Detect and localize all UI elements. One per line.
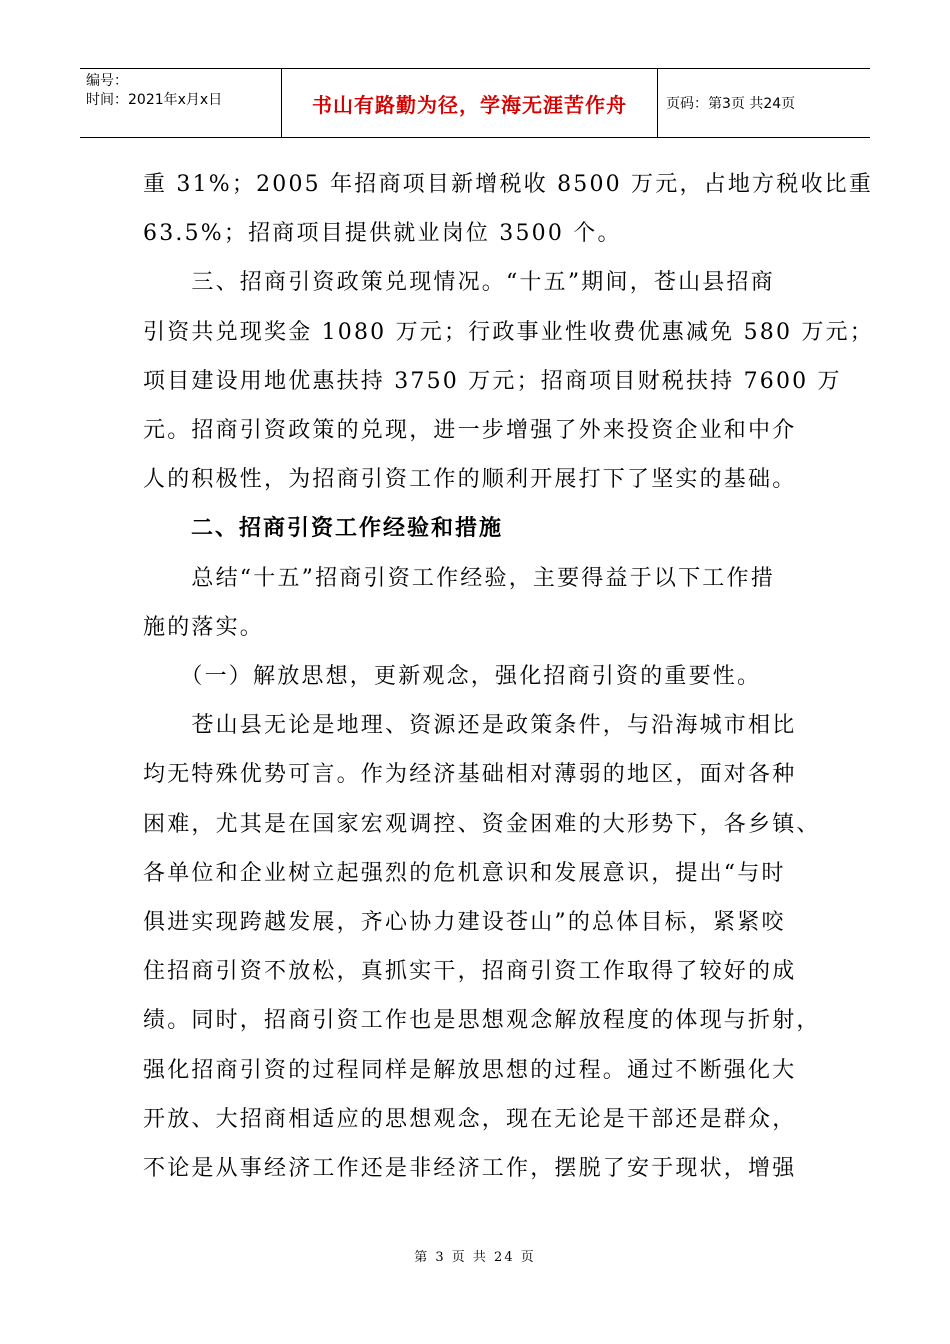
text-line: 不论是从事经济工作还是非经济工作，摆脱了安于现状，增强 — [143, 1156, 797, 1182]
page-footer: 第 3 页 共 24 页 — [414, 1250, 536, 1265]
text-line: 各单位和企业树立起强烈的危机意识和发展意识，提出“与时 — [143, 860, 786, 886]
subsection-heading: （一）解放思想，更新观念，强化招商引资的重要性。 — [143, 664, 762, 690]
text-line: 63.5%；招商项目提供就业岗位 3500 个。 — [143, 221, 622, 247]
text-line: 三、招商引资政策兑现情况。“十五”期间，苍山县招商 — [143, 270, 775, 296]
document-body — [143, 160, 874, 1193]
section-heading: 二、招商引资工作经验和措施 — [143, 516, 504, 542]
text-line: 俱进实现跨越发展，齐心协力建设苍山”的总体目标，紧紧咬 — [143, 910, 786, 936]
text-line: 绩。同时，招商引资工作也是思想观念解放程度的体现与折射， — [143, 1008, 821, 1034]
text-line: 苍山县无论是地理、资源还是政策条件，与沿海城市相比 — [143, 713, 797, 739]
number-label: 编号： — [86, 73, 128, 89]
text-line: 总结“十五”招商引资工作经验，主要得益于以下工作措 — [143, 565, 775, 591]
text-line: 均无特殊优势可言。作为经济基础相对薄弱的地区，面对各种 — [143, 762, 797, 788]
header-page-info: 页码：第3页 共24页 — [666, 96, 796, 112]
header-motto: 书山有路勤为径，学海无涯苦作舟 — [282, 69, 658, 137]
text-line: 人的积极性，为招商引资工作的顺利开展打下了坚实的基础。 — [143, 467, 797, 493]
text-line: 施的落实。 — [143, 614, 265, 640]
text-line: 元。招商引资政策的兑现，进一步增强了外来投资企业和中介 — [143, 418, 797, 444]
text-line: 开放、大招商相适应的思想观念，现在无论是干部还是群众， — [143, 1106, 797, 1132]
text-line: 引资共兑现奖金 1080 万元；行政事业性收费优惠减免 580 万元； — [143, 319, 874, 345]
page-header — [80, 68, 870, 138]
text-line: 重 31%；2005 年招商项目新增税收 8500 万元，占地方税收比重 — [143, 172, 874, 197]
text-line: 项目建设用地优惠扶持 3750 万元；招商项目财税扶持 7600 万 — [143, 368, 842, 394]
text-line: 强化招商引资的过程同样是解放思想的过程。通过不断强化大 — [143, 1057, 797, 1083]
header-meta — [80, 69, 282, 137]
text-line: 住招商引资不放松，真抓实干，招商引资工作取得了较好的成 — [143, 959, 797, 985]
time-label: 时间：2021年x月x日 — [86, 92, 223, 108]
text-line: 困难，尤其是在国家宏观调控、资金困难的大形势下，各乡镇、 — [143, 811, 821, 837]
